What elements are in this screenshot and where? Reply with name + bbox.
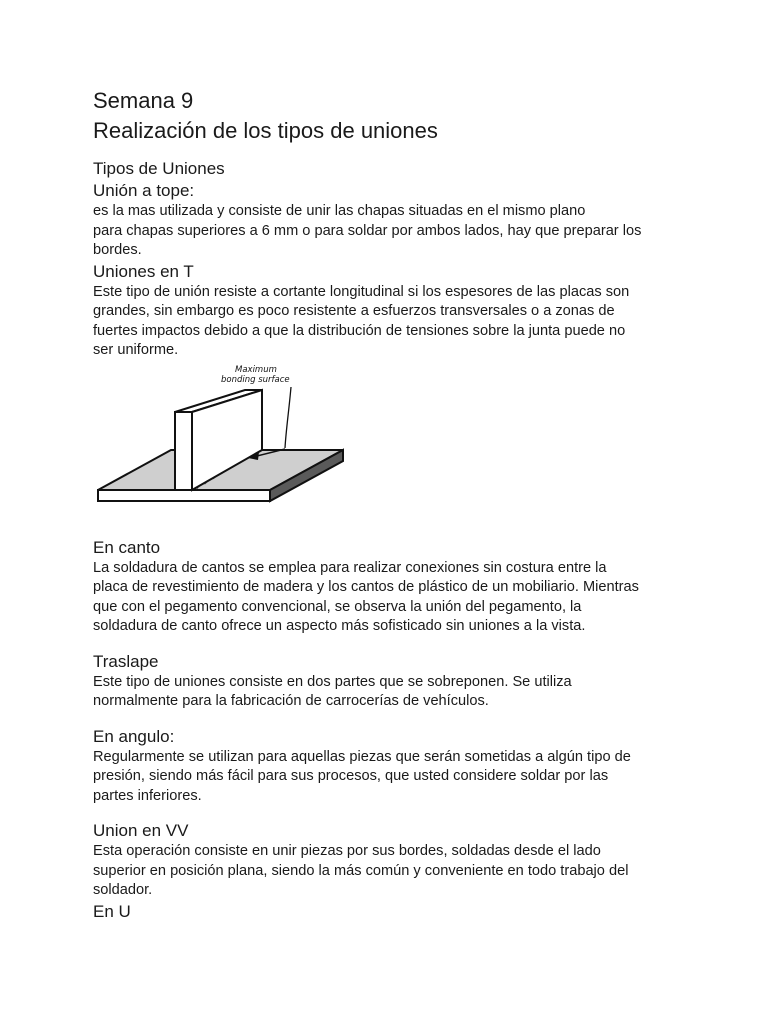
document-page <box>93 86 683 923</box>
paragraph-vv <box>93 842 683 901</box>
paragraph-traslape <box>93 673 683 712</box>
text-line: que con el pegamento convencional, se observa la unión del pegamento, la <box>93 598 582 615</box>
text-line: La soldadura de cantos se emplea para realizar conexiones sin costura entre la <box>93 559 607 576</box>
paragraph-tope <box>93 202 683 261</box>
base-plate-front <box>98 490 270 501</box>
text-line: es la mas utilizada y consiste de unir las chapas situadas en el mismo plano <box>93 203 586 219</box>
heading-t: Uniones en T <box>93 261 194 281</box>
heading-traslape: Traslape <box>93 651 159 671</box>
text-line: para chapas superiores a 6 mm o para soldar por ambos lados, hay que preparar los <box>93 222 642 239</box>
paragraph-canto <box>93 559 683 637</box>
text-line: soldador. <box>93 882 153 898</box>
vertical-plate-front <box>175 412 192 490</box>
leader-line <box>285 387 291 448</box>
heading-u: En U <box>93 901 131 921</box>
heading-tipos: Tipos de Uniones <box>93 159 225 178</box>
text-line: normalmente para la fabricación de carrocerías de vehículos. <box>93 693 489 709</box>
text-line: superior en posición plana, siendo la más común y conveniente en todo trabajo del <box>93 862 629 879</box>
text-line: grandes, sin embargo es poco resistente a esfuerzos transversales o a zonas de <box>93 303 615 319</box>
heading-angulo: En angulo: <box>93 726 175 746</box>
text-line: presión, siendo más fácil para sus procesos, que usted considere soldar por las <box>93 768 609 784</box>
figure-label-line2: bonding surface <box>221 374 290 385</box>
heading-canto: En canto <box>93 537 161 557</box>
paragraph-angulo <box>93 748 683 807</box>
heading-tope: Unión a tope: <box>93 181 195 200</box>
paragraph-t <box>93 283 683 361</box>
heading-vv: Union en VV <box>93 821 189 840</box>
text-line: partes inferiores. <box>93 787 202 804</box>
text-line: Este tipo de unión resiste a cortante longitudinal si los espesores de las placas son <box>93 283 630 300</box>
figure-label-line1: Maximum <box>235 364 277 375</box>
text-line: Regularmente se utilizan para aquellas piezas que serán sometidas a algún tipo de <box>93 748 631 765</box>
text-line: Este tipo de uniones consiste en dos partes que se sobreponen. Se utiliza <box>93 673 572 690</box>
t-joint-drawing <box>93 365 353 515</box>
text-line: placa de revestimiento de madera y los cantos de plástico de un mobiliario. Mientras <box>93 579 639 595</box>
document-title: Realización de los tipos de uniones <box>93 118 438 143</box>
t-joint-figure <box>93 365 353 515</box>
text-line: ser uniforme. <box>93 342 179 358</box>
week-label: Semana 9 <box>93 88 194 113</box>
text-line: Esta operación consiste en unir piezas por sus bordes, soldadas desde el lado <box>93 843 601 859</box>
text-line: bordes. <box>93 242 142 258</box>
text-line: soldadura de canto ofrece un aspecto más sofisticado sin uniones a la vista. <box>93 618 586 634</box>
text-line: fuertes impactos debido a que la distribución de tensiones sobre la junta puede no <box>93 322 626 339</box>
